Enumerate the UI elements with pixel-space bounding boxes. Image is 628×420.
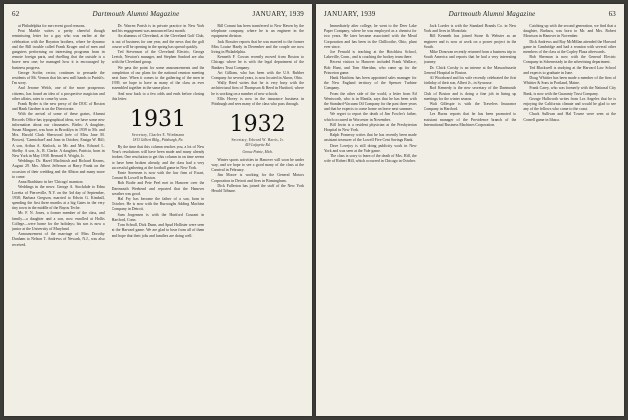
column-paragraph: George Hallworth writes from Los Angeles that he is enjoying the California climate and would be glad to see any of the fellows who come to the coast.: [523, 96, 617, 112]
right-column-2: [424, 24, 517, 410]
column-paragraph: George Scribe, rector, continues to persuade the residents of Mt. Vernon that his new mill hands to Parish's. I'm sorry.: [12, 70, 105, 86]
column-paragraph: With the arrival of some of these grains, Alumni Records Office has typographical ideas, we have some new information about our classmates. Births: A daughter, Susan Margaret, was born in Brooklyn in 1939 to Mr. and Mrs. Harold Clark Sherwood (née of Miss Jane M. Brown). 'Carmichael' and Joan in October, Ensign W. Bill; A son, Arthur A. Kinlock, to Mr. and Mrs. Edward L. Shelby. A son, Jr., R. Clarke. A daughter, Patricia, born in New York in May 1938. Bernard S. Wright, Jr.: [12, 112, 105, 159]
column-paragraph: Tom Schrall, Dick Dunn, and Spud Hollister were seen at the Harvard game. We are glad to hear from all of them and hope that their jobs and families are doing well.: [111, 223, 205, 238]
column-paragraph: Hank Hutchins has been appointed sales manager for the New England territory of the Spencer Turbine Company.: [324, 76, 417, 91]
column-paragraph: And Jerome Welch, one of the more prosperous citizens, has found an idea of a prospective magician and other affairs, rates to come by soon.: [12, 86, 105, 101]
column-paragraph: Announcement of the marriage of Miss Dorothy Dunham to Nelson T. Andrews of Newark, N.J., was also received.: [12, 232, 105, 247]
column-paragraph: Wally Reed writes that he is very busy with the architectural firm of Thompson & Reed in Hartford, where he is working on a number of new schools.: [211, 81, 305, 96]
column-paragraph: Dr. Warren Parish is in private practice in New York and his engagement was announced last month.: [111, 24, 205, 34]
column-paragraph: Sam Jorgensen is with the Hartford Courant in Hartford, Conn.: [111, 212, 205, 222]
column-paragraph: An alumnus of Cleveland, at the Cleveland Golf Club, is out of business for one year, and the news that the golf course will be opening in the spring has spread quickly.: [111, 34, 205, 49]
column-paragraph: We pass the point for some announcements and the completion of our plans for the national reunion meeting next June. When it comes to the gathering of the men in 1939, we hope to have as many of the class as ever assembled together in the same place.: [111, 65, 205, 91]
column-paragraph: Immediately after college, he went to the Deer Lake Paper Company, where he was employed as a chemist for two years. He later became associated with the Mead Corporation and has been in the Chillicothe, Ohio, plant ever since.: [324, 24, 417, 49]
column-paragraph: We regret to report the death of Jim Fowler's father, which occurred in Worcester in November.: [324, 112, 417, 122]
magazine-spread: [4, 4, 624, 416]
column-paragraph: Bill Conant has been transferred to New Haven by the telephone company, where he is an engineer in the equipment division.: [211, 24, 305, 39]
left-column-2: [112, 24, 205, 410]
left-column-1: [12, 24, 105, 410]
column-paragraph: From the other side of the world, a letter from Ed Wentworth, who is in Manila, says that he has been with the Standard-Vacuum Oil Company for the past three years and that he expects to come home on leave next summer.: [324, 91, 417, 112]
column-paragraph: Frank Carey, who was formerly with the National City Bank, is now with the Guaranty Trust Company.: [523, 86, 617, 96]
column-paragraph: Rod Kennedy is the new secretary of the Dartmouth Club of Boston and is doing a fine job in lining up meetings for the winter season.: [423, 86, 517, 101]
column-paragraph: at Philadelphia for me recent good reasons.: [18, 24, 86, 28]
column-paragraph: Al Woodward and his wife recently celebrated the first birthday of their son, Albert Jr., in Syracuse.: [423, 76, 517, 86]
column-paragraph: Recent visitors to Hanover included Frank Wallace, Bob Hunt, and Tom Sheridan, who came up for the Princeton game.: [324, 60, 417, 75]
class-year-heading: 1931: [130, 107, 186, 133]
column-paragraph: And now back to a few odds and ends before closing this letter.: [111, 91, 205, 101]
column-paragraph: Dick Fullerton has joined the staff of the New York Herald Tribune.: [211, 183, 305, 193]
column-paragraph: Weddings: Dr. Hazel MacIntosh and Richard Kearns, August 29. Mrs. Albert Jefferson at Harry Frank on the occasion of their wedding and the Albion and many more to come.: [12, 159, 105, 179]
class-secretary: Secretary, Charles E. Wiedmann: [131, 133, 185, 138]
column-paragraph: Bob Sherman is now with the General Electric Company in Schenectady in the advertising department.: [523, 55, 617, 65]
column-paragraph: Frank Ryder is the new prexy of the DOC of Boston and Hank Gardner is on the Directorate.: [12, 102, 105, 112]
right-column-3: [523, 24, 616, 410]
left-page-number: 62: [12, 10, 20, 18]
column-paragraph: Winter sports activities in Hanover will soon be under way, and we hope to see a good many of the class at the Carnival in February.: [211, 157, 305, 173]
right-page: [316, 4, 624, 416]
column-paragraph: Jack Rossiter reports that he was married to the former Miss Louise Hardy in December and the couple are now living in Philadelphia.: [211, 39, 305, 55]
column-paragraph: Ted Stevenson of the Cleveland Electric, George Leetch, Newton's manager, and Stephen Sanford are also with the Cleveland group.: [111, 50, 205, 65]
column-paragraph: Mr. F. N. Jones, a former member of the class, and family—a daughter and a son, now enrolled at Hollis College—were home for the holidays; his son is now a junior at the University of Maryland.: [12, 211, 105, 231]
right-page-number: 63: [608, 10, 616, 18]
column-paragraph: Bill Kenneth has joined Stone & Webster as an engineer and is now at work on a power project in the South.: [423, 34, 517, 49]
column-paragraph: Bob Bodie and Pete Peel met in Hanover over the Dartmouth Weekend and reported that the Hanover weather was good.: [111, 181, 205, 196]
right-running-month: JANUARY, 1939: [324, 10, 376, 18]
column-paragraph: Catching up with the second generation, we find that a daughter, Barbara, was born to Mr. and Mrs. Robert Morrison in Hanover in November.: [523, 24, 617, 39]
column-paragraph: Dick Andrews and Ray McMillan attended the Harvard game in Cambridge and had a reunion with several other members of the class at the Copley Plaza afterwards.: [523, 39, 617, 55]
column-paragraph: Mike Donovan recently returned from a business trip to South America and reports that he had a very interesting journey.: [423, 50, 517, 65]
column-paragraph: Les Burns reports that he has been promoted to assistant manager of the Providence branch of the International Business Machines Corporation.: [423, 112, 517, 127]
right-running-head: [324, 10, 616, 20]
column-paragraph: Art Gilliam, who has been with the U.S. Rubber Company for several years, is now located in Akron, Ohio.: [211, 70, 305, 81]
column-paragraph: Bill Irwin is a resident physician at the Presbyterian Hospital in New York.: [324, 122, 417, 133]
column-paragraph: Kenneth F. Cowan recently moved from Boston to Chicago where he is with the legal department of the Bankers Trust Company.: [211, 55, 305, 70]
column-paragraph: Weddings in the news: George A. Stockdale to Edna Loretta of Pierceville, N.Y. on the 3rd day of September, 1938; Barbara Gregson, married to Edwin G. Kimball, spending the first three months at a big Gates in the very tiny town in the middle of the Bayou Teche.: [12, 185, 105, 211]
left-columns: [12, 24, 304, 410]
left-running-month: JANUARY, 1939: [252, 10, 304, 18]
column-paragraph: Anna Bradshaw in her 'Chicago' mansion.: [18, 180, 84, 185]
column-paragraph: The class is sorry to learn of the death of Mrs. Hill, the wife of Robert Hill, which occurred in Chicago in October.: [324, 154, 417, 164]
class-secretary-address: Grosse Pointe, Mich.: [242, 150, 273, 155]
column-paragraph: Dr. Chick Crosby is an interne at the Massachusetts General Hospital in Boston.: [423, 65, 517, 75]
column-paragraph: Doug Whittier has been made a member of the firm of Whittier & Sons in Portland, Maine.: [523, 76, 617, 86]
left-column-3: [211, 24, 304, 410]
column-paragraph: Jack Loeder is with the Standard Brands Co. in New York and lives in Montclair.: [423, 24, 517, 34]
left-running-head: [12, 10, 304, 20]
column-paragraph: Ernie Sorensen is now with the law firm of Ewart, Conant & Lowell in Boston.: [111, 171, 205, 181]
column-paragraph: Dave Lovejoy is still doing publicity work in New York and was seen at the Yale game.: [324, 143, 417, 153]
column-paragraph: Joe Fernald is teaching at the Hotchkiss School, Lakeville, Conn., and is coaching the hockey team there.: [324, 50, 417, 60]
class-year-heading: 1932: [229, 112, 286, 138]
right-column-1: [324, 24, 417, 410]
column-paragraph: Jim Moore is working for the General Motors Corporation in Detroit and lives in Birmingham.: [211, 173, 305, 183]
column-paragraph: Ralph Pomeroy writes that he has recently been made assistant treasurer of the Lowell Five Cent Savings Bank.: [324, 133, 417, 143]
class-secretary-address: 1813 Gilbert Bldg., Pittsburgh, Pa.: [132, 137, 184, 142]
column-paragraph: Walt Gillespie is with the Travelers Insurance Company in Hartford.: [423, 102, 517, 112]
column-paragraph: Peat Marble writes a pretty cheerful though reminiscing letter for a guy who was earlier at the celebration with the Boynton brothers, where he dynamo and the Bill trouble called Frank Kruger and of men and gangsters performing on interesting programs from in remote foreign parts, and dwelling that the outside is a brave new one; he managed how it is encouraged by business progress.: [12, 29, 105, 70]
left-page: [4, 4, 312, 416]
column-paragraph: Ted Blackwell is studying at the Harvard Law School and expects to graduate in June.: [523, 65, 617, 75]
left-running-title: Dartmouth Alumni Magazine: [92, 10, 180, 18]
column-paragraph: Chuck Sullivan and Hal Towne were seen at the Cornell game in Ithaca.: [523, 112, 617, 122]
right-columns: [324, 24, 616, 410]
column-paragraph: By the time that this column reaches you, a lot of New Year's resolutions will have been made and many already broken. One resolution to get this column in on time seems to have been broken already, and the class had a very successful gathering at the football game in New York.: [111, 145, 205, 170]
column-paragraph: Hal Fry has become the father of a son, born in October. He is now with the Burroughs Adding Machine Company in Detroit.: [111, 197, 205, 212]
right-running-title: Dartmouth Alumni Magazine: [448, 10, 536, 18]
class-secretary-address: 419 Lafayette Rd.: [244, 142, 271, 147]
column-paragraph: Ellis Hovey is now in the insurance business in Pittsburgh and sees many of the class who pass through.: [211, 96, 305, 107]
class-secretary: Secretary, Edward W. Harris, Jr.: [231, 138, 284, 143]
